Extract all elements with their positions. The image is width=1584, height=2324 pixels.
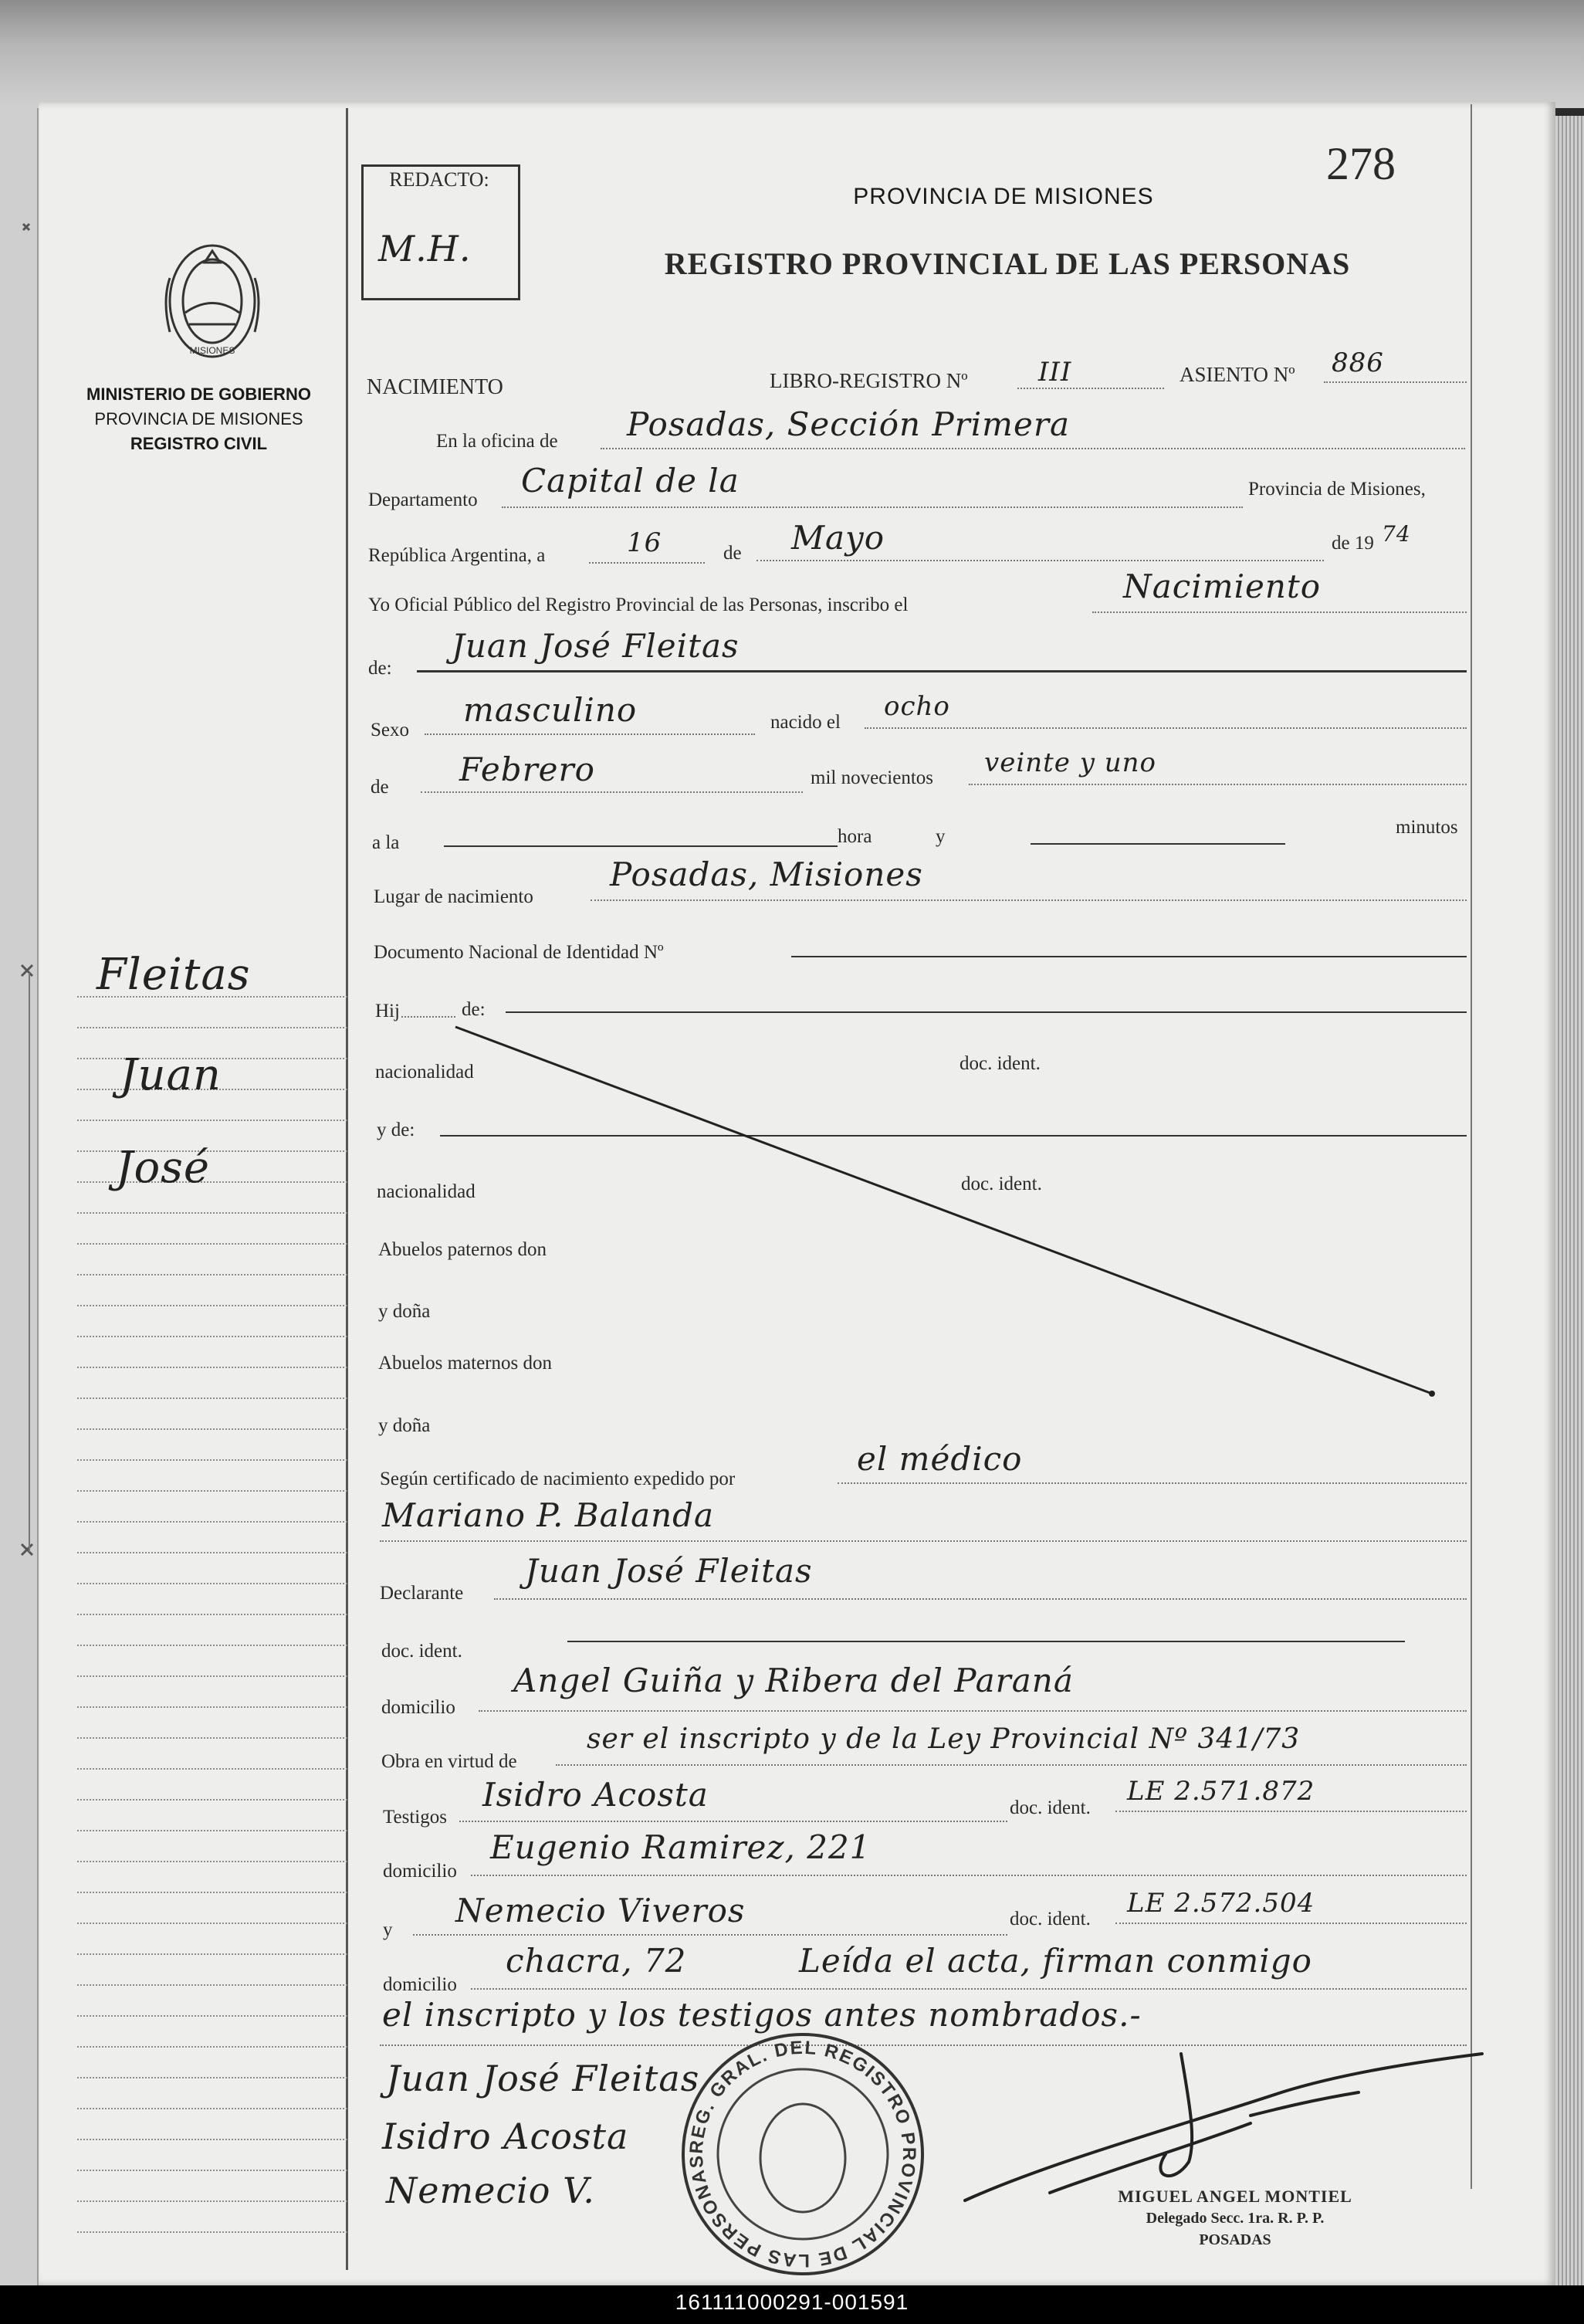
official-label: Yo Oficial Público del Registro Provincial de las Personas, inscribo el bbox=[368, 595, 909, 615]
redacto-label: REDACTO: bbox=[389, 168, 489, 191]
doc-ident-label-1: doc. ident. bbox=[960, 1053, 1041, 1074]
birthplace-label: Lugar de nacimiento bbox=[374, 886, 533, 907]
official-title: Delegado Secc. 1ra. R. P. P. bbox=[1146, 2210, 1325, 2227]
child-label: Hij bbox=[375, 1001, 400, 1021]
doctor-name: Mariano P. Balanda bbox=[382, 1496, 715, 1534]
virtue-label: Obra en virtud de bbox=[381, 1751, 517, 1772]
maternal-label: Abuelos maternos don bbox=[378, 1353, 552, 1374]
entry-value: 886 bbox=[1332, 347, 1384, 378]
birthplace-value: Posadas, Misiones bbox=[610, 855, 923, 893]
at-label: a la bbox=[372, 832, 400, 853]
born-day: ocho bbox=[884, 691, 950, 722]
sex-value: masculino bbox=[463, 691, 638, 729]
certificate-label: Según certificado de nacimiento expedido por bbox=[380, 1469, 736, 1489]
crest-text: MISIONES bbox=[189, 345, 235, 356]
ministry-name: MINISTERIO DE GOBIERNO bbox=[86, 385, 311, 404]
witness1-doc-label: doc. ident. bbox=[1010, 1797, 1091, 1818]
witness2-name: Nemecio Viveros bbox=[455, 1892, 746, 1929]
witness1-signature: Isidro Acosta bbox=[382, 2116, 629, 2157]
domicile-label: domicilio bbox=[381, 1697, 455, 1718]
department-label: Departamento bbox=[368, 490, 478, 510]
year-value: 74 bbox=[1382, 521, 1411, 547]
doc-ident-label-2: doc. ident. bbox=[961, 1174, 1042, 1194]
witness2-domicile-label: domicilio bbox=[383, 1974, 457, 1995]
sidebar-first-name: Juan bbox=[120, 1050, 222, 1100]
born-label: nacido el bbox=[770, 712, 841, 733]
page-number: 278 bbox=[1326, 138, 1396, 189]
date-de-label: de bbox=[723, 543, 742, 564]
declarant-value: Juan José Fleitas bbox=[525, 1552, 813, 1590]
sidebar-surname: Fleitas bbox=[96, 950, 251, 1000]
month-prefix: de bbox=[371, 777, 389, 798]
paternal-dona-label: y doña bbox=[378, 1301, 431, 1322]
entry-label: ASIENTO Nº bbox=[1180, 363, 1295, 386]
witness1-domicile-label: domicilio bbox=[383, 1861, 457, 1882]
office-label: En la oficina de bbox=[436, 431, 558, 452]
witness2-doc-label: doc. ident. bbox=[1010, 1909, 1091, 1929]
office-value: Posadas, Sección Primera bbox=[627, 405, 1070, 443]
born-month: Febrero bbox=[459, 750, 595, 788]
dni-label: Documento Nacional de Identidad Nº bbox=[374, 942, 664, 963]
province-label: Provincia de Misiones, bbox=[1248, 479, 1426, 500]
province-heading: PROVINCIA DE MISIONES bbox=[853, 184, 1154, 209]
witness1-name: Isidro Acosta bbox=[482, 1776, 709, 1814]
born-year: veinte y uno bbox=[984, 747, 1156, 778]
ministry-registry: REGISTRO CIVIL bbox=[130, 434, 268, 453]
seal-text: REG. GRAL. DEL REGISTRO PROVINCIAL DE LAS PERSONAS bbox=[685, 2037, 920, 2271]
minutes-label: minutos bbox=[1396, 817, 1458, 838]
act-type-label: NACIMIENTO bbox=[367, 375, 503, 399]
maternal-dona-label: y doña bbox=[378, 1415, 431, 1436]
declarant-doc-label: doc. ident. bbox=[381, 1641, 462, 1662]
y-label: y bbox=[383, 1919, 393, 1940]
virtue-value: ser el inscripto y de la Ley Provincial Nº 341/73 bbox=[587, 1723, 1301, 1755]
person-name: Juan José Fleitas bbox=[452, 627, 740, 665]
domicile-value: Angel Guiña y Ribera del Paraná bbox=[513, 1662, 1074, 1699]
redacto-value: M.H. bbox=[378, 228, 472, 269]
day-value: 16 bbox=[627, 527, 662, 558]
official-name: MIGUEL ANGEL MONTIEL bbox=[1118, 2187, 1352, 2206]
official-city: POSADAS bbox=[1199, 2231, 1271, 2248]
sex-label: Sexo bbox=[371, 720, 409, 740]
witness2-domicile: chacra, 72 bbox=[506, 1942, 687, 1980]
nationality-label-1: nacionalidad bbox=[375, 1062, 474, 1082]
nationality-label-2: nacionalidad bbox=[377, 1181, 476, 1202]
declarant-signature: Juan José Fleitas bbox=[386, 2058, 700, 2099]
year-label: de 19 bbox=[1332, 533, 1374, 554]
witness1-domicile: Eugenio Ramirez, 221 bbox=[490, 1828, 872, 1866]
month-value: Mayo bbox=[791, 519, 885, 557]
image-id: 161111000291-001591 bbox=[675, 2290, 909, 2314]
witness2-signature: Nemecio V. bbox=[386, 2170, 595, 2211]
book-value: III bbox=[1038, 357, 1072, 388]
thousand-label: mil novecientos bbox=[811, 767, 933, 788]
department-value: Capital de la bbox=[521, 462, 740, 500]
of-label: de: bbox=[368, 658, 392, 679]
and-of-label: y de: bbox=[377, 1120, 415, 1140]
certificate-value: el médico bbox=[857, 1440, 1023, 1478]
registry-title: REGISTRO PROVINCIAL DE LAS PERSONAS bbox=[664, 246, 1351, 281]
declarant-label: Declarante bbox=[380, 1583, 464, 1604]
hour-label: hora bbox=[838, 826, 872, 847]
sidebar-second-name: José bbox=[116, 1143, 211, 1193]
witness1-doc: LE 2.571.872 bbox=[1127, 1776, 1315, 1807]
witness2-doc: LE 2.572.504 bbox=[1127, 1888, 1315, 1919]
paternal-label: Abuelos paternos don bbox=[378, 1239, 547, 1260]
closing-text: Leída el acta, firman conmigo bbox=[799, 1942, 1312, 1980]
and-label: y bbox=[936, 826, 946, 847]
act-value: Nacimiento bbox=[1123, 567, 1322, 605]
closing-text-2: el inscripto y los testigos antes nombrados.- bbox=[382, 1996, 1142, 2034]
witnesses-label: Testigos bbox=[383, 1807, 447, 1828]
ministry-province: PROVINCIA DE MISIONES bbox=[94, 409, 303, 429]
child-of-label: de: bbox=[462, 999, 486, 1020]
republic-label: República Argentina, a bbox=[368, 545, 546, 566]
book-label: LIBRO-REGISTRO Nº bbox=[770, 369, 968, 392]
